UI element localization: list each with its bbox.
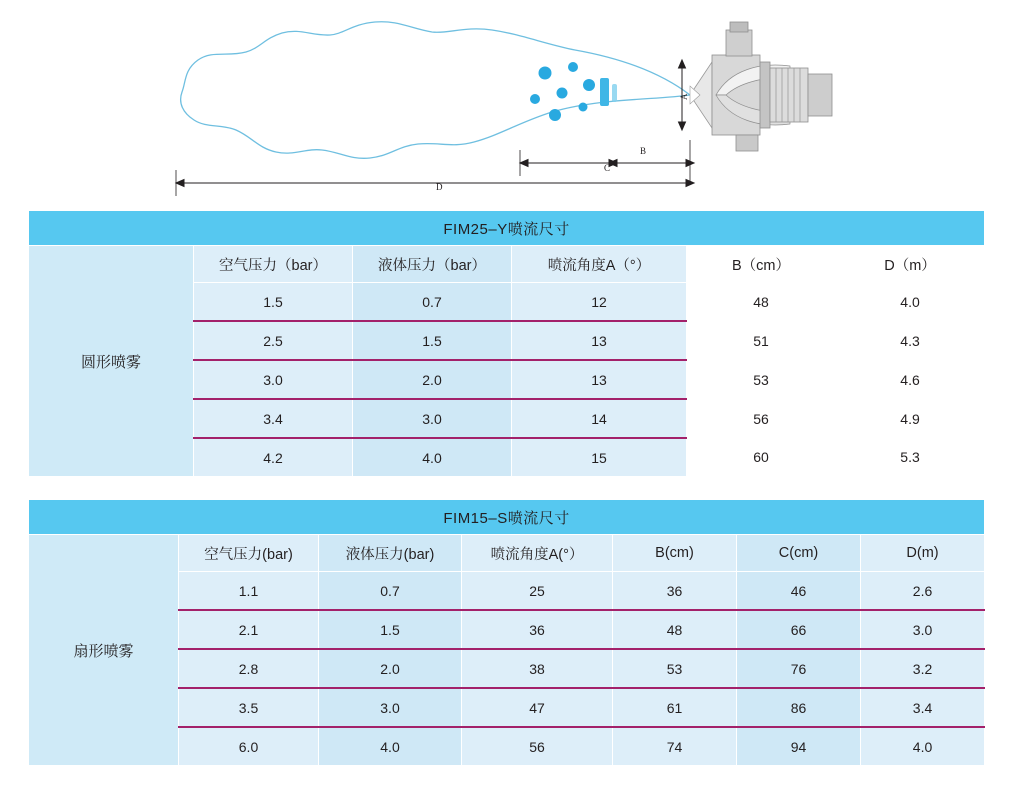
table2-cell-0-1: 0.7 [319,572,462,611]
table2-cell-3-0: 3.5 [179,688,319,727]
table2-cell-2-2: 38 [462,649,613,688]
table1-cell-0-0: 1.5 [194,283,353,322]
table2-header-2: 喷流角度A(°） [462,535,613,572]
dimension-c-label: C [604,163,611,173]
table2-row-label: 扇形喷雾 [29,535,179,766]
table1-cell-0-1: 0.7 [353,283,512,322]
table2-wrapper [28,499,984,766]
dimension-b [609,140,694,183]
table1-header-2: 喷流角度A（°） [512,246,687,283]
dimension-d [176,170,694,196]
table1-cell-2-2: 13 [512,360,687,399]
table1-cell-4-2: 15 [512,438,687,477]
table2-cell-3-5: 3.4 [861,688,985,727]
table2-cell-0-2: 25 [462,572,613,611]
dimension-b-label: B [640,146,647,156]
table2-cell-1-0: 2.1 [179,610,319,649]
table1-cell-1-0: 2.5 [194,321,353,360]
table1-cell-0-2: 12 [512,283,687,322]
table2-cell-4-2: 56 [462,727,613,766]
table2-header-1: 液体压力(bar) [319,535,462,572]
table1-cell-2-0: 3.0 [194,360,353,399]
table1-header-4: D（m） [836,246,985,283]
table1-cell-1-4: 4.3 [836,321,985,360]
table2-header-4: C(cm) [737,535,861,572]
table2-cell-2-3: 53 [613,649,737,688]
table2-title: FIM15–S喷流尺寸 [29,500,985,535]
spec-table-fim25y [28,210,985,477]
table1-header-1: 液体压力（bar） [353,246,512,283]
table2-header-3: B(cm) [613,535,737,572]
table2-cell-2-4: 76 [737,649,861,688]
table2-cell-1-2: 36 [462,610,613,649]
table1-cell-0-3: 48 [687,283,836,322]
table2-cell-3-3: 61 [613,688,737,727]
table2-cell-4-3: 74 [613,727,737,766]
table1-header-0: 空气压力（bar） [194,246,353,283]
table1-cell-3-3: 56 [687,399,836,438]
dimension-c [520,150,617,176]
table1-cell-2-1: 2.0 [353,360,512,399]
nozzle-icon [690,22,832,151]
table2-cell-3-1: 3.0 [319,688,462,727]
dimension-a-label: A [679,93,689,100]
droplets-icon [530,62,617,121]
table1-cell-1-1: 1.5 [353,321,512,360]
table2-cell-1-5: 3.0 [861,610,985,649]
table2-header-5: D(m) [861,535,985,572]
table2-cell-4-4: 94 [737,727,861,766]
table2-cell-1-3: 48 [613,610,737,649]
table1-cell-4-3: 60 [687,438,836,477]
table1-cell-0-4: 4.0 [836,283,985,322]
table1-cell-3-0: 3.4 [194,399,353,438]
table1-cell-1-3: 51 [687,321,836,360]
table1-cell-3-1: 3.0 [353,399,512,438]
table1-cell-4-4: 5.3 [836,438,985,477]
table2-cell-1-1: 1.5 [319,610,462,649]
table1-cell-2-4: 4.6 [836,360,985,399]
table2-header-0: 空气压力(bar) [179,535,319,572]
spray-diagram [0,0,1012,210]
table1-wrapper [28,210,984,477]
table2-cell-0-4: 46 [737,572,861,611]
table1-cell-3-4: 4.9 [836,399,985,438]
table1-cell-4-0: 4.2 [194,438,353,477]
table1-row-label: 圆形喷雾 [29,246,194,477]
table2-cell-2-1: 2.0 [319,649,462,688]
table1-cell-3-2: 14 [512,399,687,438]
table2-cell-0-5: 2.6 [861,572,985,611]
table2-cell-3-2: 47 [462,688,613,727]
table2-cell-0-0: 1.1 [179,572,319,611]
table1-cell-4-1: 4.0 [353,438,512,477]
table2-cell-4-5: 4.0 [861,727,985,766]
table1-cell-2-3: 53 [687,360,836,399]
spec-table-fim15s [28,499,985,766]
table2-cell-1-4: 66 [737,610,861,649]
table2-cell-4-0: 6.0 [179,727,319,766]
dimension-a [679,60,690,130]
table2-cell-2-5: 3.2 [861,649,985,688]
table2-cell-4-1: 4.0 [319,727,462,766]
table-gap [0,477,1012,499]
table1-cell-1-2: 13 [512,321,687,360]
dimension-d-label: D [436,182,443,192]
table2-cell-0-3: 36 [613,572,737,611]
table2-cell-3-4: 86 [737,688,861,727]
table2-cell-2-0: 2.8 [179,649,319,688]
table1-header-3: B（cm） [687,246,836,283]
table1-title: FIM25–Y喷流尺寸 [29,211,985,246]
